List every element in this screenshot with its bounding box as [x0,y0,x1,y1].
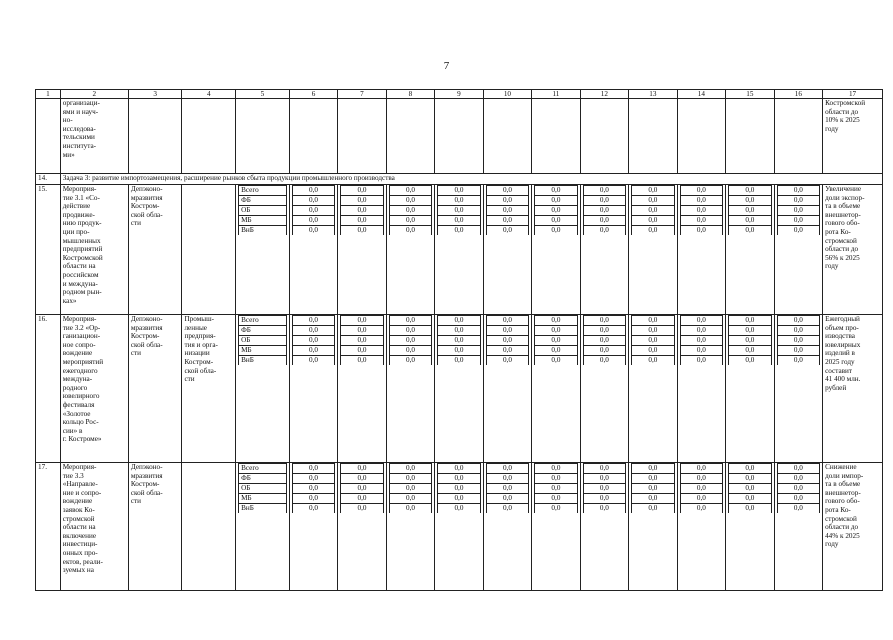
column-header-16: 16 [774,90,822,99]
funding-value: 0,0 [486,226,528,236]
column-header-5: 5 [236,90,290,99]
funding-value: 0,0 [583,504,625,514]
year-values-list [292,315,335,365]
year-values-column [677,315,725,463]
year-values-list [486,463,529,513]
funding-value: 0,0 [632,226,674,236]
funding-value: 0,0 [777,226,819,236]
year-values-column [435,185,483,315]
funding-value: 0,0 [486,484,528,494]
funding-value: 0,0 [438,316,480,326]
year-values-column [774,463,822,591]
funding-value: 0,0 [777,356,819,366]
funding-value: 0,0 [729,504,771,514]
year-values-list [340,463,383,513]
year-values-column [386,463,434,591]
funding-value: 0,0 [438,504,480,514]
funding-value: 0,0 [438,196,480,206]
measure-name: Мероприя- тие 3.1 «Со- действие продвиже- нию продук- ции про- мышленных предприятий Костромской области на российском и междуна- родном рын- ках» [60,185,128,315]
funding-value: 0,0 [438,356,480,366]
year-values-column [774,185,822,315]
funding-source-label: Всего [239,464,287,474]
funding-value: 0,0 [486,474,528,484]
funding-value: 0,0 [680,316,722,326]
funding-value: 0,0 [389,346,431,356]
year-values-list [534,315,577,365]
year-values-column [629,463,677,591]
funding-value: 0,0 [729,464,771,474]
funding-value: 0,0 [535,504,577,514]
funding-value: 0,0 [583,326,625,336]
column-header-6: 6 [289,90,337,99]
funding-value: 0,0 [777,494,819,504]
funding-value: 0,0 [389,464,431,474]
year-values-list [680,463,723,513]
funding-value: 0,0 [292,326,334,336]
column-header-12: 12 [580,90,628,99]
year-values-column [629,315,677,463]
funding-value: 0,0 [486,336,528,346]
funding-value: 0,0 [729,346,771,356]
funding-value: 0,0 [389,494,431,504]
funding-value: 0,0 [486,186,528,196]
funding-value: 0,0 [535,206,577,216]
year-values-column [338,185,386,315]
funding-value: 0,0 [486,464,528,474]
funding-value: 0,0 [583,186,625,196]
task-row [36,174,883,185]
funding-value: 0,0 [583,464,625,474]
funding-value: 0,0 [341,196,383,206]
funding-value: 0,0 [680,464,722,474]
funding-value: 0,0 [438,464,480,474]
funding-sources-list [238,185,287,235]
funding-value: 0,0 [583,346,625,356]
funding-value: 0,0 [535,356,577,366]
funding-value: 0,0 [680,474,722,484]
measure-row [36,315,883,463]
measure-name: Мероприя- тие 3.3 «Направле- ние и сопро- вождение заявок Ко- стромской области на включение инвестици- онных про- ектов, реали- зуемых на [60,463,128,591]
funding-value: 0,0 [777,316,819,326]
funding-value: 0,0 [777,206,819,216]
funding-value: 0,0 [292,464,334,474]
funding-source-label: ВнБ [239,356,287,366]
funding-value: 0,0 [777,326,819,336]
funding-value: 0,0 [292,356,334,366]
year-values-list [389,185,432,235]
funding-value: 0,0 [535,336,577,346]
year-values-column [289,315,337,463]
funding-value: 0,0 [729,226,771,236]
funding-value: 0,0 [292,226,334,236]
funding-value: 0,0 [632,216,674,226]
year-values-list [777,185,820,235]
task-title: Задача 3: развитие импортозамещения, расширение рынков сбыта продукции промышленного производства [60,174,882,185]
funding-value: 0,0 [680,196,722,206]
funding-source-label: МБ [239,216,287,226]
funding-value: 0,0 [389,216,431,226]
funding-value: 0,0 [632,346,674,356]
year-values-list [437,463,480,513]
year-values-column [338,463,386,591]
funding-value: 0,0 [632,196,674,206]
funding-value: 0,0 [486,196,528,206]
funding-value: 0,0 [583,206,625,216]
funding-value: 0,0 [583,474,625,484]
funding-value: 0,0 [438,326,480,336]
funding-value: 0,0 [292,186,334,196]
funding-value: 0,0 [729,206,771,216]
year-values-list [583,315,626,365]
funding-value: 0,0 [389,326,431,336]
funding-source-label: ФБ [239,196,287,206]
funding-value: 0,0 [632,504,674,514]
year-values-list [534,463,577,513]
funding-value: 0,0 [680,346,722,356]
measure-name: Мероприя- тие 3.2 «Ор- ганизацион- ное сопро- вождение мероприятий ежегодного междуна- родного ювелирного фестиваля «Золотое кольцо Рос- сии» в г. Костроме» [60,315,128,463]
funding-value: 0,0 [341,346,383,356]
funding-value: 0,0 [583,216,625,226]
funding-value: 0,0 [777,484,819,494]
year-values-column [532,315,580,463]
year-values-column [774,315,822,463]
row-number: 15. [36,185,61,315]
funding-value: 0,0 [389,186,431,196]
funding-value: 0,0 [729,494,771,504]
column-header-3: 3 [128,90,182,99]
funding-value: 0,0 [729,326,771,336]
funding-value: 0,0 [341,326,383,336]
funding-value: 0,0 [389,226,431,236]
funding-value: 0,0 [729,336,771,346]
year-values-column [580,463,628,591]
year-values-list [728,315,771,365]
column-header-1: 1 [36,90,61,99]
funding-source-label: ОБ [239,206,287,216]
funding-source-label: ФБ [239,326,287,336]
funding-value: 0,0 [583,196,625,206]
funding-value: 0,0 [535,196,577,206]
funding-value: 0,0 [292,484,334,494]
funding-value: 0,0 [583,226,625,236]
funding-value: 0,0 [341,464,383,474]
measure-row [36,185,883,315]
funding-value: 0,0 [535,216,577,226]
funding-value: 0,0 [389,474,431,484]
continuation-row [36,99,883,174]
expected-result: Ежегодный объем про- изводства ювелирных изделий в 2025 году составит 41 400 млн. рублей [823,315,883,463]
funding-value: 0,0 [583,336,625,346]
funding-sources-list [238,463,287,513]
measure-row [36,463,883,591]
funding-value: 0,0 [535,484,577,494]
funding-value: 0,0 [486,346,528,356]
funding-value: 0,0 [486,216,528,226]
continuation-name-cell: организаци- ями и науч- но- исследова- тельскими института- ми» [60,99,128,174]
program-table [35,89,883,591]
funding-value: 0,0 [341,484,383,494]
funding-value: 0,0 [292,474,334,484]
participants [182,463,236,591]
funding-value: 0,0 [632,356,674,366]
column-header-17: 17 [823,90,883,99]
year-values-column [580,185,628,315]
funding-sources [236,463,290,591]
funding-source-label: ФБ [239,474,287,484]
year-values-list [583,185,626,235]
funding-value: 0,0 [292,346,334,356]
funding-value: 0,0 [583,494,625,504]
funding-value: 0,0 [535,494,577,504]
funding-value: 0,0 [341,186,383,196]
column-header-14: 14 [677,90,725,99]
column-header-11: 11 [532,90,580,99]
year-values-list [340,185,383,235]
funding-value: 0,0 [535,316,577,326]
year-values-list [583,463,626,513]
funding-value: 0,0 [777,346,819,356]
funding-value: 0,0 [486,326,528,336]
funding-value: 0,0 [680,494,722,504]
expected-result: Снижение доли импор- та в объеме внешнетор- гового обо- рота Ко- стромской области до 44% к 2025 году [823,463,883,591]
funding-value: 0,0 [389,484,431,494]
column-header-13: 13 [629,90,677,99]
year-values-list [777,463,820,513]
year-values-list [486,315,529,365]
funding-value: 0,0 [535,326,577,336]
column-number-header [36,90,883,99]
funding-value: 0,0 [583,484,625,494]
continuation-result-cell: Костромской области до 10% к 2025 году [823,99,883,174]
funding-value: 0,0 [389,206,431,216]
funding-value: 0,0 [680,484,722,494]
funding-value: 0,0 [777,504,819,514]
funding-value: 0,0 [632,336,674,346]
funding-value: 0,0 [486,504,528,514]
funding-value: 0,0 [777,216,819,226]
year-values-column [483,185,531,315]
funding-value: 0,0 [341,226,383,236]
funding-value: 0,0 [632,474,674,484]
year-values-list [680,315,723,365]
funding-value: 0,0 [486,356,528,366]
funding-value: 0,0 [438,494,480,504]
funding-value: 0,0 [729,356,771,366]
funding-value: 0,0 [777,186,819,196]
funding-source-label: МБ [239,494,287,504]
funding-value: 0,0 [438,484,480,494]
year-values-list [437,185,480,235]
funding-value: 0,0 [292,196,334,206]
column-header-8: 8 [386,90,434,99]
funding-value: 0,0 [729,196,771,206]
funding-value: 0,0 [341,504,383,514]
executor: Депэконо- мразвития Костром- ской обла- сти [128,315,182,463]
column-header-2: 2 [60,90,128,99]
funding-value: 0,0 [341,336,383,346]
funding-value: 0,0 [292,206,334,216]
expected-result: Увеличение доли экспор- та в объеме внешнетор- гового обо- рота Ко- стромской области до 56% к 2025 году [823,185,883,315]
funding-source-label: ОБ [239,484,287,494]
funding-value: 0,0 [632,326,674,336]
year-values-column [435,315,483,463]
funding-value: 0,0 [777,474,819,484]
funding-value: 0,0 [535,474,577,484]
row-number: 16. [36,315,61,463]
year-values-column [289,185,337,315]
row-number: 17. [36,463,61,591]
funding-source-label: Всего [239,316,287,326]
funding-value: 0,0 [438,216,480,226]
funding-value: 0,0 [680,326,722,336]
funding-value: 0,0 [632,494,674,504]
funding-value: 0,0 [292,216,334,226]
funding-value: 0,0 [341,216,383,226]
funding-value: 0,0 [777,336,819,346]
funding-value: 0,0 [535,464,577,474]
funding-value: 0,0 [632,316,674,326]
funding-value: 0,0 [341,356,383,366]
funding-value: 0,0 [680,336,722,346]
funding-value: 0,0 [729,186,771,196]
year-values-list [389,315,432,365]
funding-value: 0,0 [632,206,674,216]
funding-value: 0,0 [680,206,722,216]
funding-value: 0,0 [583,316,625,326]
task-number: 14. [36,174,61,185]
year-values-column [483,315,531,463]
year-values-list [728,463,771,513]
funding-value: 0,0 [632,464,674,474]
year-values-column [483,463,531,591]
funding-value: 0,0 [680,226,722,236]
funding-value: 0,0 [535,186,577,196]
executor: Депэконо- мразвития Костром- ской обла- сти [128,463,182,591]
year-values-list [680,185,723,235]
funding-value: 0,0 [389,356,431,366]
funding-value: 0,0 [535,346,577,356]
funding-value: 0,0 [389,316,431,326]
column-header-15: 15 [726,90,774,99]
funding-value: 0,0 [486,206,528,216]
year-values-column [289,463,337,591]
funding-value: 0,0 [680,216,722,226]
funding-value: 0,0 [729,484,771,494]
year-values-column [532,463,580,591]
funding-value: 0,0 [680,356,722,366]
column-header-9: 9 [435,90,483,99]
funding-value: 0,0 [438,346,480,356]
column-header-10: 10 [483,90,531,99]
executor: Депэконо- мразвития Костром- ской обла- сти [128,185,182,315]
funding-value: 0,0 [292,336,334,346]
funding-source-label: ВнБ [239,504,287,514]
funding-value: 0,0 [777,196,819,206]
year-values-column [338,315,386,463]
funding-source-label: Всего [239,186,287,196]
year-values-list [631,463,674,513]
year-values-column [726,315,774,463]
funding-value: 0,0 [292,504,334,514]
funding-source-label: МБ [239,346,287,356]
year-values-list [728,185,771,235]
funding-value: 0,0 [632,484,674,494]
participants: Промыш- ленные предприя- тия и орга- низации Костром- ской обла- сти [182,315,236,463]
page-number: 7 [443,60,450,72]
year-values-column [677,463,725,591]
funding-value: 0,0 [729,316,771,326]
funding-sources [236,315,290,463]
funding-value: 0,0 [438,226,480,236]
year-values-list [389,463,432,513]
year-values-column [726,463,774,591]
funding-value: 0,0 [777,464,819,474]
year-values-column [386,185,434,315]
year-values-column [677,185,725,315]
year-values-column [532,185,580,315]
year-values-list [437,315,480,365]
year-values-column [435,463,483,591]
year-values-list [631,185,674,235]
year-values-column [386,315,434,463]
funding-value: 0,0 [729,474,771,484]
funding-value: 0,0 [680,186,722,196]
funding-value: 0,0 [292,316,334,326]
year-values-list [631,315,674,365]
funding-value: 0,0 [341,206,383,216]
year-values-list [292,185,335,235]
funding-value: 0,0 [341,494,383,504]
column-header-7: 7 [338,90,386,99]
funding-value: 0,0 [438,336,480,346]
year-values-list [340,315,383,365]
funding-value: 0,0 [535,226,577,236]
year-values-list [486,185,529,235]
funding-value: 0,0 [389,504,431,514]
funding-value: 0,0 [632,186,674,196]
funding-value: 0,0 [438,206,480,216]
funding-value: 0,0 [486,494,528,504]
funding-value: 0,0 [438,474,480,484]
funding-value: 0,0 [438,186,480,196]
year-values-column [629,185,677,315]
funding-value: 0,0 [292,494,334,504]
column-header-4: 4 [182,90,236,99]
funding-value: 0,0 [583,356,625,366]
funding-value: 0,0 [486,316,528,326]
year-values-column [726,185,774,315]
year-values-list [534,185,577,235]
participants [182,185,236,315]
funding-sources-list [238,315,287,365]
year-values-list [292,463,335,513]
year-values-list [777,315,820,365]
funding-value: 0,0 [389,336,431,346]
funding-source-label: ВнБ [239,226,287,236]
funding-value: 0,0 [729,216,771,226]
funding-value: 0,0 [341,474,383,484]
funding-sources [236,185,290,315]
funding-value: 0,0 [389,196,431,206]
funding-value: 0,0 [341,316,383,326]
funding-value: 0,0 [680,504,722,514]
funding-source-label: ОБ [239,336,287,346]
year-values-column [580,315,628,463]
